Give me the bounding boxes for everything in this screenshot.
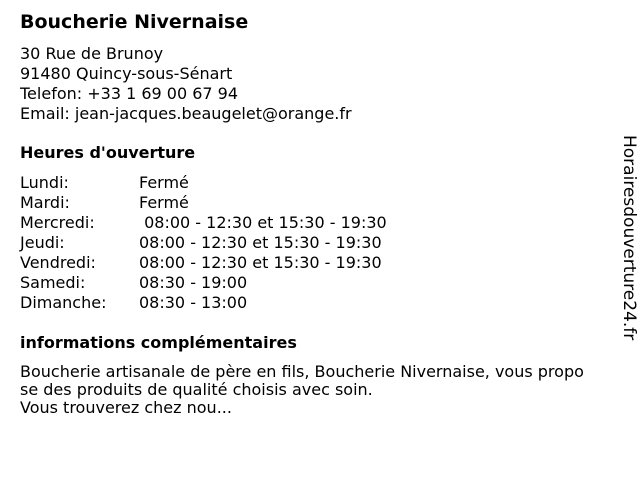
hours-day: Samedi: (20, 273, 86, 292)
hours-row-monday (20, 173, 630, 193)
hours-time: 08:00 - 12:30 et 15:30 - 19:30 (139, 213, 387, 232)
hours-day: Vendredi: (20, 253, 96, 272)
hours-day: Mercredi: (20, 213, 95, 232)
hours-row-sunday (20, 293, 630, 313)
hours-heading: Heures d'ouverture (20, 143, 196, 162)
phone-line: Telefon: +33 1 69 00 67 94 (20, 84, 239, 103)
hours-row-saturday (20, 273, 630, 293)
site-watermark: Horairesdouverture24.fr (619, 135, 639, 341)
email-line: Email: jean-jacques.beaugelet@orange.fr (20, 104, 352, 123)
address-street: 30 Rue de Brunoy (20, 44, 164, 63)
info-heading: informations complémentaires (20, 333, 297, 352)
hours-time: Fermé (139, 193, 189, 212)
hours-row-wednesday (20, 213, 630, 233)
description-line: Vous trouverez chez nou... (20, 398, 232, 417)
hours-time: 08:00 - 12:30 et 15:30 - 19:30 (139, 233, 382, 252)
contact-block (20, 44, 630, 124)
hours-day: Lundi: (20, 173, 69, 192)
description-line: se des produits de qualité choisis avec soin. (20, 380, 373, 399)
hours-row-friday (20, 253, 630, 273)
hours-day: Dimanche: (20, 293, 107, 312)
description-line: Boucherie artisanale de père en fils, Boucherie Nivernaise, vous propo (20, 362, 584, 381)
hours-row-thursday (20, 233, 630, 253)
hours-day: Mardi: (20, 193, 70, 212)
hours-row-tuesday (20, 193, 630, 213)
hours-table (20, 173, 630, 313)
address-city: 91480 Quincy-sous-Sénart (20, 64, 233, 83)
hours-day: Jeudi: (20, 233, 65, 252)
hours-time: Fermé (139, 173, 189, 192)
hours-time: 08:30 - 13:00 (139, 293, 248, 312)
hours-time: 08:00 - 12:30 et 15:30 - 19:30 (139, 253, 382, 272)
hours-time: 08:30 - 19:00 (139, 273, 248, 292)
business-card (20, 10, 630, 417)
business-description (20, 363, 630, 417)
business-name: Boucherie Nivernaise (20, 11, 249, 33)
